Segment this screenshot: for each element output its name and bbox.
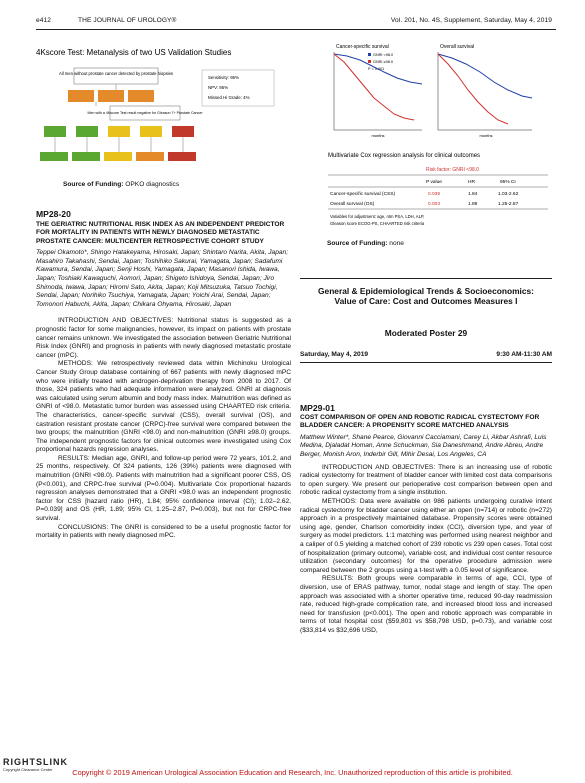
abstract-introduction: INTRODUCTION AND OBJECTIVES: There is an increasing use of robotic radical cystectomy for treatment of bladder cancer with limited cost data comparisons to open surgery. We present our perioperative cost comparison between open and robotic radical cystectomy from a single institution.	[300, 463, 552, 497]
abstract-conclusions: CONCLUSIONS: The GNRI is considered to be a useful prognostic factor for mortality in patients with newly diagnosed mPC.	[36, 523, 291, 540]
km-right-plot	[438, 52, 532, 138]
abstract-id: MP28-20	[36, 209, 71, 219]
funding-left: Source of Funding: OPKO diagnostics	[63, 181, 180, 188]
abstract-authors: Matthew Winter*, Shane Pearce, Giovanni Cacciamani, Carey Li, Akbar Ashrafi, Luis Medina, Djaladat Homan, Anne Schuckman, Sia Daneshmand, Andre Abreu, Andre Berger, Monish Aron, Inderbir Gill, Mihir Desai, Los Angeles, CA	[300, 433, 547, 458]
legend-npv: NPV: 95%	[208, 85, 229, 90]
section-rule-top	[300, 278, 552, 279]
cox-header-ci: 95% CI	[500, 180, 516, 185]
cox-header-hr: HR	[468, 180, 475, 185]
cox-row2-ci: 1.25-2.87	[498, 202, 519, 207]
cox-row2-p: 0.003	[428, 202, 441, 207]
flow-bottom-1	[40, 152, 68, 161]
legend-missed: Missed Hi Grade: 4%	[208, 95, 250, 100]
km-left-plot	[334, 52, 422, 138]
header-rule	[36, 29, 556, 30]
flow-yellow-2	[140, 126, 162, 137]
section-title: General & Epidemiological Trends & Socioeconomics: Value of Care: Cost and Outcomes Measures I	[318, 286, 534, 307]
km-right-xlabel: months	[479, 133, 493, 138]
section-time: 9:30 AM-11:30 AM	[496, 351, 552, 358]
flow-orange-1	[68, 90, 94, 102]
abstract-results: RESULTS: Median age, GNRI, and follow-up period were 72 years, 101.2, and 25 months, respectively. Of 324 patients, 126 (39%) patients were diagnosed with malnutrition (GNRI <98.0). Patients with malnutrition had a significant poorer CSS, OS (P<0.001), and CRPC-free survival (P=0.004). Multivariate Cox proportional hazards regression analyses demonstrated that a GNRI <98.0 was an independent prognostic factor for CSS [hazard ratio (HR), 1.84; 95% confidence interval (CI); 1.02–2.62, P=0.039] and OS (HR, 1.89; 95% CI, 1.25–2.87, P=0.003), but not for CRPC-free survival.	[36, 454, 291, 523]
cox-title: Multivariate Cox regression analysis for clinical outcomes	[328, 153, 481, 159]
legend-sensitivity: Sensitivity: 95%	[208, 75, 239, 80]
flow-red-1	[172, 126, 194, 137]
4kscore-figure	[36, 48, 291, 178]
flow-bottom-2	[72, 152, 100, 161]
abstract-mp28	[36, 209, 291, 541]
funding-right: Source of Funding: none	[327, 240, 404, 247]
cox-row1-hr: 1.84	[468, 192, 478, 197]
abstract-introduction: INTRODUCTION AND OBJECTIVES: Nutritional status is suggested as a prognostic factor for some malignancies, however, its impact on patients with prostate cancer remains unknown. We investigated the association between Geriatric Nutritional Risk Index (GNRI) and prognosis in patients with newly diagnosed metastatic prostate cancer (mPC).	[36, 317, 291, 359]
flow-bottom-5	[168, 152, 196, 161]
rightslink-logo: RIGHTSLINK Copyright Clearance Center	[3, 757, 68, 772]
flow-box-mid-label: Men with a 4Kscore Test result negative for Gleason 7+ Prostate Cancer	[87, 111, 203, 115]
cox-header-p: P value	[426, 180, 442, 185]
section-rule-bottom	[300, 362, 552, 363]
flow-bottom-3	[104, 152, 132, 161]
abstract-mp29	[300, 403, 552, 635]
abstract-title: THE GERIATRIC NUTRITIONAL RISK INDEX AS AN INDEPENDENT PREDICTOR FOR MORTALITY IN PATIENTS WITH NEWLY DIAGNOSED METASTATIC PROSTATE CANCER: MULTICENTER RETROSPECTIVE COHORT STUDY	[36, 221, 285, 245]
abstract-methods: METHODS: We retrospectively reviewed data within Michinoku Urological Cancer Study Group database containing of 667 patients with newly diagnosed mPC who were initially treated with androgen-deprivation therapy from 2008 to 2017. Of those, 324 patients who had adequate information were analyzed. GNRI at diagnosis was calculated using serum albumin and body mass index. Malnutrition was defined as GNRI of <98.0. Metastatic tumor burden was assessed using CHAARTED risk criteria. The characteristics, cancer-specific survival (CSS), overall survival (OS), and castration resistant prostate cancer (CRPC)-free survival were compared between the two groups; the malnutrition (GNRI <98.0) and non-malnutrition (GNRI ≥98.0) groups. The independent prognostic factors for clinical outcomes were investigated using Cox proportional hazards regression analyses.	[36, 360, 291, 454]
issue-info: Vol. 201, No. 4S, Supplement, Saturday, May 4, 2019	[390, 17, 552, 24]
abstract-methods: METHODS: Data were available on 986 patients undergoing curative intent radical cystectomy for bladder cancer using either an open (n=714) or robotic (n=272) approach in a prospectively maintained database. Propensity scores were obtained using age, gender, Charlson comorbidity index (CCI), diversion type, and year of surgery as model predictors. 1:1 matching was performed using nearest neighbor and a caliper of 0.5 yielding a matched cohort of 239 robotic vs 239 open cases. Total cost of hospitalization (primary outcome), variable cost, and individual cost center resource utilization (secondary outcomes) for the operative procedure admission were compared between the 2 groups using a t-test with a 0.05 level of significance.	[300, 497, 552, 574]
km-p-left: P < 0.001	[368, 67, 385, 71]
flow-green-1	[44, 126, 66, 137]
abstract-title: COST COMPARISON OF OPEN AND ROBOTIC RADICAL CYSTECTOMY FOR BLADDER CANCER: A PROPENSITY SCORE MATCHED ANALYSIS	[300, 414, 540, 430]
abstract-results: RESULTS: Both groups were comparable in terms of age, CCI, type of diversion, use of ERAS pathway, tumor, nodal stage and length of stay. The open approach was associated with a shorter operative time, reduced 90-day readmission rate, reduced high-grade complication rate, and increased blood loss and increased need for transfusion (p<0.001). The open and robotic approach was comparable in terms of total hospital cost ($59,801 vs $58,798 USD, p=0.73), and variable cost ($33,814 vs $32,696 USD,	[300, 575, 552, 634]
survival-figure	[322, 40, 552, 245]
cox-row1-label: Cancer-specific survival (CSS)	[330, 192, 396, 197]
abstract-authors: Teppei Okamoto*, Shingo Hatakeyama, Hirosaki, Japan; Shintaro Narita, Akita, Japan; Masahiro Takahashi, Sendai, Japan; Toshihiko Sakurai, Yamagata, Japan; Sadafumi Kawamura, Sendai, Japan; Senji Hoshi, Yamagata, Japan; Masanori Ishida, Iwawa, Japan; Toshiaki Kawaguchi, Aomori, Japan; Shigeto Ishidoya, Sendai, Japan; Jiro Shimoda, Iwawa, Japan; Hiromi Sato, Akita, Japan; Koji Mitsuzuka, Tatsuo Tochigi, Sendai, Japan; Norihiko Tsuchiya, Yamagata, Japan; Yoichi Arai, Sendai, Japan; Tomonori Habuchi, Akita, Japan; Chikara Ohyama, Hirosaki, Japan	[36, 249, 289, 308]
flow-green-2	[76, 126, 98, 137]
figure-title: 4Kscore Test: Metanalysis of two US Validation Studies	[36, 48, 232, 57]
cox-row1-p: 0.039	[428, 192, 441, 197]
abstract-id: MP29-01	[300, 403, 335, 413]
km-legend-high: GNRI ≥98.0	[373, 60, 394, 64]
km-left-xlabel: months	[371, 133, 385, 138]
section-subtitle: Moderated Poster 29	[384, 328, 468, 338]
km-legend-low: GNRI <98.0	[373, 53, 394, 57]
page-number: e412	[36, 17, 52, 24]
flow-orange-3	[128, 90, 154, 102]
cox-note-2: Gleason score ECOG-PS, CHAARTED risk criteria	[330, 221, 425, 226]
km-right-title: Overall survival	[440, 44, 475, 50]
cox-row2-label: Overall survival (OS)	[330, 202, 375, 207]
km-left-title: Cancer-specific survival	[336, 44, 389, 50]
journal-name: THE JOURNAL OF UROLOGY®	[78, 17, 177, 24]
flow-orange-2	[98, 90, 124, 102]
km-right-high-gnri	[438, 54, 532, 98]
cox-row1-ci: 1.03-2.62	[498, 192, 519, 197]
flow-bottom-4	[136, 152, 164, 161]
flow-yellow-1	[108, 126, 130, 137]
km-right-low-gnri	[438, 54, 508, 124]
section-date: Saturday, May 4, 2019	[300, 351, 369, 358]
flow-box-top-label: All men without prostate cancer detected by prostate biopsies	[58, 71, 174, 76]
cox-row2-hr: 1.89	[468, 202, 478, 207]
copyright-notice: Copyright © 2019 American Urological Association Education and Research, Inc. Unauthorized reproduction of this article is prohibited.	[72, 768, 513, 777]
cox-note-1: Variables for adjustment: age, ntm PSA, LDH, ALP,	[330, 214, 425, 219]
cox-subtitle: Risk factor: GNRI <98.0	[426, 167, 479, 173]
